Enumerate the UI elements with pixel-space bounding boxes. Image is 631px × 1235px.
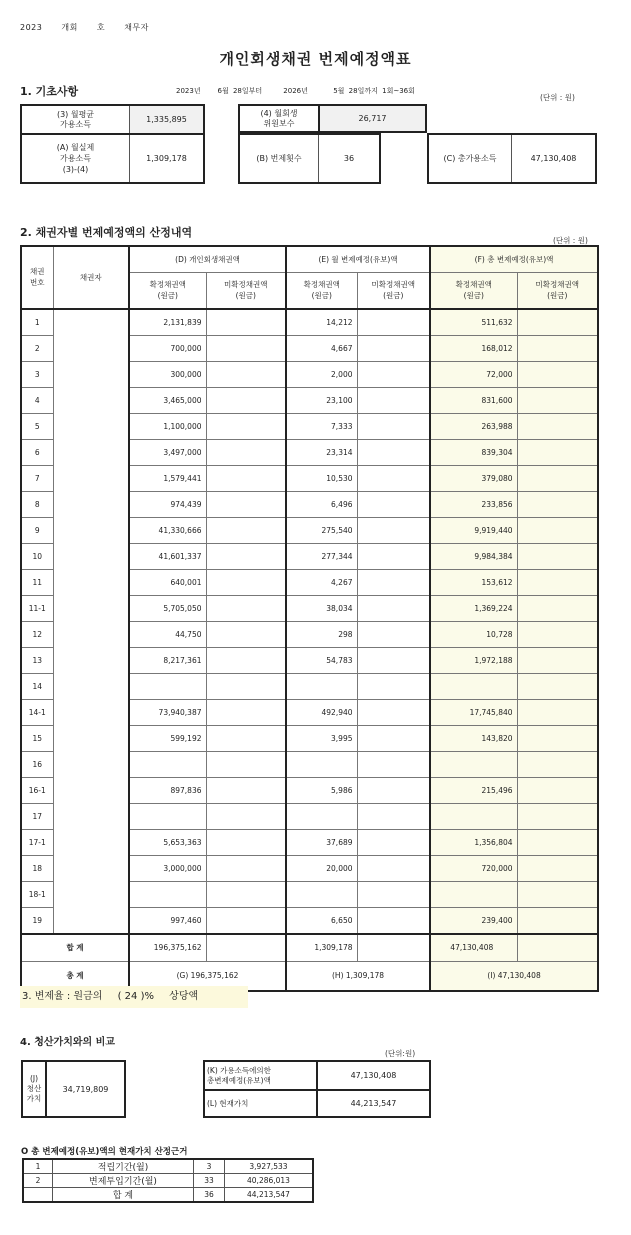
case-type: 개회	[61, 23, 78, 32]
col-group-e: (E) 월 변제예정(유보)액	[286, 246, 430, 273]
d-confirmed	[129, 751, 206, 777]
col-group-d: (D) 개인회생채권액	[129, 246, 286, 273]
d-confirmed	[129, 673, 206, 699]
f-confirmed: 143,820	[430, 725, 517, 751]
f-unconfirmed	[517, 595, 598, 621]
f-confirmed: 831,600	[430, 387, 517, 413]
e-unconfirmed	[357, 309, 430, 336]
e-unconfirmed	[357, 387, 430, 413]
f-confirmed	[430, 751, 517, 777]
section2-unit: (단위 : 원)	[553, 236, 588, 245]
claim-number: 11-1	[21, 595, 53, 621]
col-f-unconfirmed: 미확정채권액 (원금)	[517, 273, 598, 309]
d-confirmed: 3,497,000	[129, 439, 206, 465]
f-unconfirmed	[517, 751, 598, 777]
claim-number: 9	[21, 517, 53, 543]
table-row	[21, 309, 598, 336]
f-unconfirmed	[517, 881, 598, 907]
d-confirmed: 599,192	[129, 725, 206, 751]
creditor-name	[53, 309, 129, 934]
rate-suffix: 상당액	[169, 991, 199, 1002]
d-confirmed: 3,465,000	[129, 387, 206, 413]
subtotal-d-unconfirmed	[206, 934, 286, 962]
section1-title: 1. 기초사항	[20, 85, 79, 98]
d-confirmed: 2,131,839	[129, 309, 206, 336]
claim-number: 6	[21, 439, 53, 465]
f-unconfirmed	[517, 491, 598, 517]
basis-label: 변제투입기간(월)	[53, 1174, 194, 1188]
col-d-unconfirmed: 미확정채권액 (원금)	[206, 273, 286, 309]
basis-no	[23, 1188, 53, 1203]
e-confirmed: 2,000	[286, 361, 357, 387]
payments-label: (B) 번제횟수	[239, 134, 319, 183]
e-confirmed: 10,530	[286, 465, 357, 491]
d-unconfirmed	[206, 335, 286, 361]
f-confirmed: 233,856	[430, 491, 517, 517]
subtotal-e-unconfirmed	[357, 934, 430, 962]
f-unconfirmed	[517, 387, 598, 413]
f-unconfirmed	[517, 907, 598, 934]
total-income-label: (C) 총가용소득	[428, 134, 512, 183]
f-unconfirmed	[517, 777, 598, 803]
section2-title: 2. 채권자별 번제예정액의 산정내역	[20, 226, 193, 239]
d-unconfirmed	[206, 673, 286, 699]
claim-number: 2	[21, 335, 53, 361]
e-unconfirmed	[357, 569, 430, 595]
period-start-day: 28일부터	[232, 87, 263, 95]
d-confirmed: 1,100,000	[129, 413, 206, 439]
payment-period	[176, 86, 415, 96]
case-year: 2023	[20, 23, 43, 32]
claim-number: 3	[21, 361, 53, 387]
basis-months: 3	[194, 1159, 225, 1174]
e-unconfirmed	[357, 777, 430, 803]
subtotal-d: 196,375,162	[129, 934, 206, 962]
f-unconfirmed	[517, 361, 598, 387]
e-confirmed: 298	[286, 621, 357, 647]
d-confirmed: 8,217,361	[129, 647, 206, 673]
d-unconfirmed	[206, 413, 286, 439]
f-confirmed: 1,972,188	[430, 647, 517, 673]
period-end-day: 28일까지	[348, 87, 378, 95]
f-confirmed: 511,632	[430, 309, 517, 336]
d-confirmed: 3,000,000	[129, 855, 206, 881]
basis-no: 2	[23, 1174, 53, 1188]
d-confirmed: 997,460	[129, 907, 206, 934]
e-unconfirmed	[357, 907, 430, 934]
d-confirmed: 41,330,666	[129, 517, 206, 543]
claim-number: 16	[21, 751, 53, 777]
f-unconfirmed	[517, 673, 598, 699]
f-unconfirmed	[517, 855, 598, 881]
d-confirmed: 640,001	[129, 569, 206, 595]
e-confirmed: 3,995	[286, 725, 357, 751]
d-unconfirmed	[206, 517, 286, 543]
e-unconfirmed	[357, 881, 430, 907]
f-confirmed: 839,304	[430, 439, 517, 465]
section5-title: O 총 변제예정(유보)액의 현재가치 산정근거	[21, 1147, 188, 1157]
f-unconfirmed	[517, 517, 598, 543]
liquidation-value-label: (J) 청산 가치	[22, 1061, 46, 1117]
claim-number: 17-1	[21, 829, 53, 855]
basis-row	[23, 1188, 313, 1203]
e-confirmed: 37,689	[286, 829, 357, 855]
e-unconfirmed	[357, 491, 430, 517]
f-unconfirmed	[517, 621, 598, 647]
e-unconfirmed	[357, 595, 430, 621]
claim-number: 12	[21, 621, 53, 647]
rate-value: ( 24 )%	[117, 991, 154, 1002]
claim-number: 11	[21, 569, 53, 595]
total-income-box	[427, 133, 597, 184]
basis-months: 33	[194, 1174, 225, 1188]
basis-no: 1	[23, 1159, 53, 1174]
f-unconfirmed	[517, 803, 598, 829]
col-group-f: (F) 총 변제예정(유보)액	[430, 246, 598, 273]
e-unconfirmed	[357, 673, 430, 699]
f-confirmed: 1,369,224	[430, 595, 517, 621]
claim-number: 17	[21, 803, 53, 829]
f-confirmed: 17,745,840	[430, 699, 517, 725]
d-unconfirmed	[206, 543, 286, 569]
case-number-label: 호	[96, 23, 106, 32]
e-confirmed: 275,540	[286, 517, 357, 543]
claim-number: 8	[21, 491, 53, 517]
l-label: (L) 현재가치	[204, 1090, 317, 1117]
d-unconfirmed	[206, 309, 286, 336]
e-confirmed	[286, 803, 357, 829]
l-value: 44,213,547	[317, 1090, 430, 1117]
claim-number: 19	[21, 907, 53, 934]
period-end-month: 5월	[333, 87, 345, 95]
d-confirmed: 44,750	[129, 621, 206, 647]
claim-number: 5	[21, 413, 53, 439]
f-confirmed: 263,988	[430, 413, 517, 439]
f-unconfirmed	[517, 465, 598, 491]
basis-months: 36	[194, 1188, 225, 1203]
repayment-rate	[20, 986, 248, 1008]
avg-income-value: 1,335,895	[130, 105, 205, 134]
e-confirmed: 23,100	[286, 387, 357, 413]
f-unconfirmed	[517, 439, 598, 465]
e-confirmed: 23,314	[286, 439, 357, 465]
d-unconfirmed	[206, 803, 286, 829]
claim-number: 1	[21, 309, 53, 336]
e-unconfirmed	[357, 829, 430, 855]
e-confirmed: 7,333	[286, 413, 357, 439]
e-unconfirmed	[357, 855, 430, 881]
basis-value: 44,213,547	[225, 1188, 314, 1203]
f-unconfirmed	[517, 309, 598, 336]
present-value-basis-table	[22, 1158, 314, 1203]
basis-row	[23, 1174, 313, 1188]
claim-number: 4	[21, 387, 53, 413]
claim-number: 14-1	[21, 699, 53, 725]
e-confirmed: 20,000	[286, 855, 357, 881]
f-confirmed: 720,000	[430, 855, 517, 881]
f-confirmed	[430, 881, 517, 907]
d-confirmed: 5,705,050	[129, 595, 206, 621]
d-unconfirmed	[206, 855, 286, 881]
trustee-fee-value: 26,717	[319, 105, 426, 132]
d-confirmed: 700,000	[129, 335, 206, 361]
d-unconfirmed	[206, 465, 286, 491]
d-unconfirmed	[206, 569, 286, 595]
f-confirmed: 379,080	[430, 465, 517, 491]
claim-number: 16-1	[21, 777, 53, 803]
e-confirmed: 4,267	[286, 569, 357, 595]
d-confirmed: 5,653,363	[129, 829, 206, 855]
f-unconfirmed	[517, 725, 598, 751]
payment-rounds: 1회~36회	[382, 87, 415, 95]
f-unconfirmed	[517, 829, 598, 855]
subtotal-f: 47,130,408	[430, 934, 517, 962]
creditor-repayment-table	[20, 245, 599, 992]
f-unconfirmed	[517, 543, 598, 569]
d-unconfirmed	[206, 595, 286, 621]
col-creditor: 채권자	[53, 246, 129, 309]
actual-income-label: (A) 월실제 가용소득 (3)-(4)	[21, 134, 130, 183]
payments-value: 36	[319, 134, 381, 183]
debtor-label: 채무자	[124, 23, 149, 32]
d-unconfirmed	[206, 699, 286, 725]
period-start-year: 2023년	[176, 87, 201, 95]
d-confirmed: 300,000	[129, 361, 206, 387]
f-confirmed: 9,984,384	[430, 543, 517, 569]
avg-income-label: (3) 월평균 가용소득	[21, 105, 130, 134]
document-title: 개인회생채권 번제예정액표	[219, 50, 412, 68]
trustee-fee-box	[238, 104, 427, 133]
e-confirmed: 4,667	[286, 335, 357, 361]
period-start-month: 6월	[217, 87, 229, 95]
f-confirmed: 9,919,440	[430, 517, 517, 543]
e-confirmed	[286, 673, 357, 699]
e-unconfirmed	[357, 439, 430, 465]
d-unconfirmed	[206, 361, 286, 387]
e-unconfirmed	[357, 517, 430, 543]
e-confirmed: 38,034	[286, 595, 357, 621]
payments-box	[238, 133, 381, 184]
basis-row	[23, 1159, 313, 1174]
f-unconfirmed	[517, 413, 598, 439]
total-label: 총 계	[21, 961, 129, 991]
col-f-confirmed: 확정채권액 (원금)	[430, 273, 517, 309]
total-income-value: 47,130,408	[512, 134, 597, 183]
claim-number: 13	[21, 647, 53, 673]
d-unconfirmed	[206, 647, 286, 673]
d-unconfirmed	[206, 829, 286, 855]
f-confirmed: 168,012	[430, 335, 517, 361]
col-e-confirmed: 확정채권액 (원금)	[286, 273, 357, 309]
k-value: 47,130,408	[317, 1061, 430, 1090]
claim-number: 14	[21, 673, 53, 699]
d-confirmed	[129, 881, 206, 907]
e-confirmed: 14,212	[286, 309, 357, 336]
d-confirmed: 73,940,387	[129, 699, 206, 725]
period-end-year: 2026년	[283, 87, 308, 95]
f-confirmed: 215,496	[430, 777, 517, 803]
f-unconfirmed	[517, 699, 598, 725]
liquidation-value-box	[21, 1060, 126, 1118]
d-confirmed	[129, 803, 206, 829]
f-unconfirmed	[517, 647, 598, 673]
d-unconfirmed	[206, 439, 286, 465]
claim-number: 7	[21, 465, 53, 491]
e-unconfirmed	[357, 413, 430, 439]
col-d-confirmed: 확정채권액 (원금)	[129, 273, 206, 309]
subtotal-f-unconfirmed	[517, 934, 598, 962]
e-unconfirmed	[357, 621, 430, 647]
d-confirmed: 1,579,441	[129, 465, 206, 491]
f-unconfirmed	[517, 335, 598, 361]
d-unconfirmed	[206, 907, 286, 934]
f-confirmed: 10,728	[430, 621, 517, 647]
actual-income-value: 1,309,178	[130, 134, 205, 183]
d-confirmed: 897,836	[129, 777, 206, 803]
e-confirmed	[286, 751, 357, 777]
e-unconfirmed	[357, 543, 430, 569]
f-confirmed: 239,400	[430, 907, 517, 934]
rate-prefix: 3. 변제율 : 원금의	[22, 991, 103, 1002]
basis-value: 40,286,013	[225, 1174, 314, 1188]
claim-number: 18	[21, 855, 53, 881]
col-e-unconfirmed: 미확정채권액 (원금)	[357, 273, 430, 309]
e-unconfirmed	[357, 647, 430, 673]
total-i: (I) 47,130,408	[430, 961, 598, 991]
e-unconfirmed	[357, 465, 430, 491]
e-confirmed: 5,986	[286, 777, 357, 803]
d-unconfirmed	[206, 881, 286, 907]
e-unconfirmed	[357, 751, 430, 777]
d-confirmed: 41,601,337	[129, 543, 206, 569]
subtotal-label: 합 계	[21, 934, 129, 962]
e-unconfirmed	[357, 803, 430, 829]
present-value-box	[203, 1060, 431, 1118]
d-confirmed: 974,439	[129, 491, 206, 517]
trustee-fee-label: (4) 월회생 위원보수	[239, 105, 319, 132]
f-confirmed: 1,356,804	[430, 829, 517, 855]
f-confirmed: 153,612	[430, 569, 517, 595]
basis-label: 합 계	[53, 1188, 194, 1203]
k-label: (K) 가용소득에의한 총변제예정(유보)액	[204, 1061, 317, 1090]
e-confirmed: 54,783	[286, 647, 357, 673]
d-unconfirmed	[206, 621, 286, 647]
e-unconfirmed	[357, 361, 430, 387]
basis-value: 3,927,533	[225, 1159, 314, 1174]
e-confirmed: 6,650	[286, 907, 357, 934]
income-box	[20, 104, 205, 184]
section4-unit: (단위:원)	[385, 1049, 416, 1058]
e-unconfirmed	[357, 335, 430, 361]
e-unconfirmed	[357, 725, 430, 751]
e-unconfirmed	[357, 699, 430, 725]
basis-label: 적립기간(월)	[53, 1159, 194, 1174]
e-confirmed	[286, 881, 357, 907]
total-g: (G) 196,375,162	[129, 961, 286, 991]
d-unconfirmed	[206, 751, 286, 777]
subtotal-row	[21, 934, 598, 962]
liquidation-value: 34,719,809	[46, 1061, 125, 1117]
claim-number: 10	[21, 543, 53, 569]
case-header	[20, 22, 165, 33]
claim-number: 15	[21, 725, 53, 751]
d-unconfirmed	[206, 725, 286, 751]
f-confirmed: 72,000	[430, 361, 517, 387]
claim-number: 18-1	[21, 881, 53, 907]
d-unconfirmed	[206, 777, 286, 803]
e-confirmed: 277,344	[286, 543, 357, 569]
d-unconfirmed	[206, 387, 286, 413]
d-unconfirmed	[206, 491, 286, 517]
col-claim-number: 채권 번호	[21, 246, 53, 309]
section4-title: 4. 청산가치와의 비교	[20, 1037, 115, 1048]
e-confirmed: 492,940	[286, 699, 357, 725]
total-h: (H) 1,309,178	[286, 961, 430, 991]
f-unconfirmed	[517, 569, 598, 595]
subtotal-e: 1,309,178	[286, 934, 357, 962]
e-confirmed: 6,496	[286, 491, 357, 517]
f-confirmed	[430, 803, 517, 829]
f-confirmed	[430, 673, 517, 699]
section1-unit: (단위 : 원)	[540, 93, 575, 102]
